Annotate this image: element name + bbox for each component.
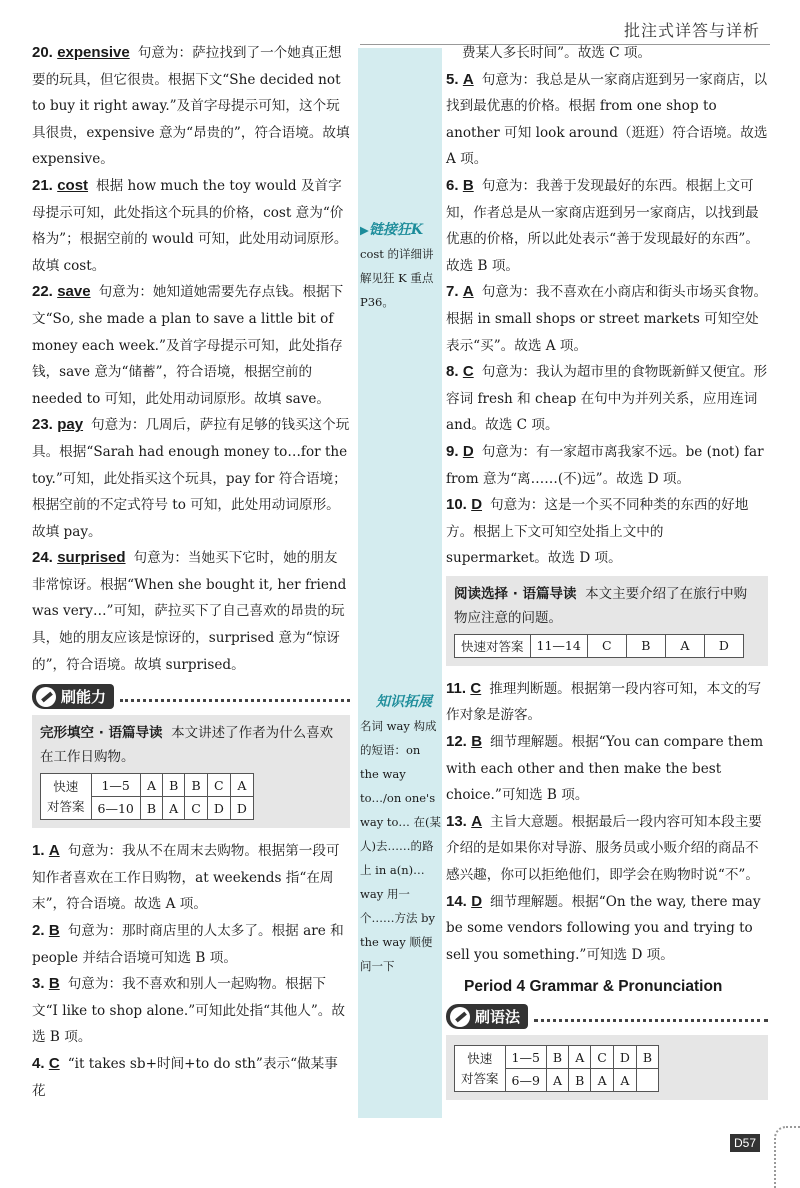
item-answer: expensive: [57, 44, 130, 61]
item-answer: pay: [57, 416, 84, 434]
item-explanation: 句意为：这是一个买不同种类的东西的好地方。根据上下文可知空处指上文中的 supermarket。故选 D 项。: [446, 497, 749, 567]
item-explanation: 句意为：我不喜欢和别人一起购物。根据下文“I like to shop alone.”可知此处指“其他人”。故选 B 项。: [32, 976, 345, 1046]
item-answer: A: [462, 283, 474, 301]
item-number: 14.: [446, 892, 467, 910]
answer-item: [32, 173, 350, 279]
answer-item: [446, 439, 768, 492]
left-column: [32, 40, 350, 1104]
answer-table-label: 快速 对答案: [41, 774, 92, 820]
item-answer: B: [471, 733, 483, 751]
item-explanation: 根据 how much the toy would 及首字母提示可知，此处指这个玩具的价格，cost 意为“价格为”；根据空前的 would 可知，此处用动词原形。故填 cost。: [32, 177, 348, 274]
passage-guide-box: 完形填空 · 语篇导读 本文讲述了作者为什么喜欢在工作日购物。 快速 对答案 1—5 A B B C A 6—10 B A C D D: [32, 715, 350, 828]
page-number: D57: [730, 1134, 760, 1152]
grammar-section-heading: [446, 1004, 768, 1029]
pen-icon: [450, 1007, 470, 1027]
answer-item: [446, 67, 768, 173]
item-answer: C: [462, 363, 474, 381]
item-number: 13.: [446, 812, 467, 830]
item-number: 8.: [446, 363, 459, 381]
item-number: 9.: [446, 442, 459, 460]
page-header: 批注式详答与详析: [623, 21, 760, 40]
grammar-badge: 刷语法: [446, 1004, 528, 1029]
item-explanation: 推理判断题。根据第一段内容可知，本文的写作对象是游客。: [446, 680, 762, 724]
item-number: 11.: [446, 679, 467, 697]
item-explanation: 句意为：我总是从一家商店逛到另一家商店，以找到最优惠的价格。根据 from one shop to another 可知 look around（逛逛）符合语境。故选 A 项。: [446, 71, 768, 168]
item-number: 23.: [32, 416, 53, 434]
item-explanation: 句意为：我从不在周末去购物。根据第一段可知作者喜欢在工作日购物，at weekends 指“在周末”，符合语境。故选 A 项。: [32, 843, 340, 913]
item-explanation: 句意为：我善于发现最好的东西。根据上文可知，作者总是从一家商店逛到另一家商店，以找到最优惠的价格，所以此处表示“善于发现最好的东西”。故选 B 项。: [446, 177, 759, 274]
item-answer: D: [471, 892, 483, 910]
item-explanation: 句意为：我不喜欢在小商店和街头市场买食物。根据 in small shops or street markets 可知空处表示“买”。故选 A 项。: [446, 284, 768, 354]
answer-item: [32, 1051, 350, 1104]
item-explanation: 句意为：我认为超市里的食物既新鲜又便宜。形容词 fresh 和 cheap 在句中为并列关系，应用连词 and。故选 C 项。: [446, 364, 768, 434]
dotted-rule: [534, 1011, 768, 1022]
answer-table: 快速 对答案 1—5 A B B C A 6—10 B A C D D: [40, 773, 254, 820]
item-number: 6.: [446, 176, 459, 194]
item-number: 20.: [32, 44, 53, 61]
item-answer: B: [48, 922, 60, 940]
answer-item: [446, 809, 768, 889]
item-answer: surprised: [57, 549, 126, 567]
section-badge: 刷能力: [32, 684, 114, 709]
item-explanation: 句意为：萨拉找到了一个她真正想要的玩具，但它很贵。根据下文“She decided not to buy it right away.”及首字母提示可知，这个玩具很贵，expensive 意为“昂贵的”，符合语境。故填 expensive。: [32, 45, 350, 168]
grammar-answer-table: 快速 对答案 1—5 B A C D B 6—9 A B A A: [454, 1045, 659, 1092]
answer-item: [32, 279, 350, 412]
item-number: 1.: [32, 842, 45, 860]
reading-answer-table: 快速对答案 11—14 C B A D: [454, 634, 744, 658]
item-answer: A: [462, 70, 474, 88]
answer-item: [446, 173, 768, 279]
item-number: 24.: [32, 549, 53, 567]
item-explanation: 句意为：当她买下它时，她的朋友非常惊讶。根据“When she bought it, her friend was very…”可知，萨拉买下了自己喜欢的昂贵的玩具，她的朋友应该是惊讶的，surprised 意为“惊讶的”，符合语境。故填 surprised。: [32, 550, 347, 673]
item-answer: B: [48, 975, 60, 993]
period-heading: Period 4 Grammar & Pronunciation: [464, 978, 723, 996]
item-number: 12.: [446, 733, 467, 751]
item-explanation: 细节理解题。根据“On the way, there may be some vendors following you and trying to sell you something.”可知选 D 项。: [446, 893, 761, 963]
margin-note-link: ▶链接狂K cost 的详细讲解见狂 K 重点 P36。: [360, 222, 434, 309]
answer-item: [32, 40, 350, 173]
right-column: 费某人多长时间”。故选 C 项。 5. A 句意为：我总是从一家商店逛到另一家商店，以找到最优惠的价格。根据 from one shop to another 可知 look around（逛逛）符合语境。故选 A 项。 6. B 句意为：我善于发现最好的东西。根据上文可知，作者总是从一家商店逛到另一家商店，以找到最优惠的价格，所以此处表示“善于发现最好的东西”。故选 B 项。 7. A 句意为：我不喜欢在小商店和街头市场买食物。根据 in small shops or street markets 可知空处表示“买”。故选 A 项。 8. C 句意为：我认为超市里的食物既新鲜又便宜。形容词 fresh 和 cheap 在句中为并列关系，应用连词 and。故选 C 项。 9. D 句意为：有一家超市离我家不远。be (not) far from 意为“离……(不)远”。故选 D 项。 10. D 句意为：这是一个买不同种类的东西的好地方。根据上下文可知空处指上文中的 supermarket。故选 D 项。 阅读选择 · 语篇导读 本文主要介绍了在旅行中购物应注意的问题。 快速对答案 11—14 C B A D 11. C 推理判断题。根据第一段内容可知，本文的写作对象是游客。 12. B 细节理解题。根据“You can compare them with each other and then make the best choice.”可知选 B 项。 13. A 主旨大意题。根据最后一段内容可知本段主要介绍的是如果你对导游、服务员或小贩介绍的商品不感兴趣，你可以拒绝他们，即学会在购物时说“不”。 14. D 细节理解题。根据“On the way, there may be some vendors following you and trying to sell you something.”可知选 D 项。 Period 4 Grammar & Pronunciation 刷语法 快速 对答案 1—5 B A C D B 6—9 A B A A: [446, 40, 768, 1110]
answer-item: [32, 412, 350, 545]
answer-item: [446, 492, 768, 572]
answer-item: [446, 359, 768, 439]
item-number: 22.: [32, 283, 53, 301]
item-answer: C: [470, 679, 482, 697]
item-number: 5.: [446, 70, 459, 88]
item-answer: A: [48, 842, 60, 860]
answer-item: [446, 729, 768, 809]
answer-item: [32, 545, 350, 678]
answer-item: [446, 279, 768, 359]
section-heading: [32, 684, 350, 709]
item-answer: B: [462, 176, 474, 194]
item-answer: A: [471, 812, 483, 830]
item-explanation: 句意为：她知道她需要先存点钱。根据下文“So, she made a plan to save a little bit of money each week.”及首字母提示可知，此处指存钱，save 意为“储蓄”，符合语境，根据空前的 needed to 可知，此处用动词原形。故填 save。: [32, 284, 344, 407]
item-number: 10.: [446, 496, 467, 514]
item-number: 7.: [446, 283, 459, 301]
item-answer: D: [462, 442, 474, 460]
item-answer: save: [57, 283, 91, 301]
answer-item: [446, 676, 768, 729]
item-number: 2.: [32, 922, 45, 940]
item-explanation: 句意为：几周后，萨拉有足够的钱买这个玩具。根据“Sarah had enough money to…for the toy.”可知，此处指买这个玩具，pay for 符合语境；根据空前的不定式符号 to 可知，此处用动词原形。故填 pay。: [32, 417, 350, 540]
answer-item: [32, 971, 350, 1051]
answer-item: [32, 918, 350, 971]
item-answer: cost: [57, 176, 89, 194]
page-corner-decoration: [774, 1126, 800, 1188]
item-answer: D: [471, 496, 483, 514]
item-number: 4.: [32, 1055, 45, 1072]
item-number: 21.: [32, 176, 53, 194]
reading-guide-box: 阅读选择 · 语篇导读 本文主要介绍了在旅行中购物应注意的问题。 快速对答案 11—14 C B A D: [446, 576, 768, 666]
item-explanation: 句意为：那时商店里的人太多了。根据 are 和 people 并结合语境可知选 B 项。: [32, 923, 344, 966]
answer-item: [32, 838, 350, 918]
pen-icon: [36, 687, 56, 707]
item-explanation: 主旨大意题。根据最后一段内容可知本段主要介绍的是如果你对导游、服务员或小贩介绍的商品不感兴趣，你可以拒绝他们，即学会在购物时说“不”。: [446, 813, 762, 884]
answer-item: [446, 889, 768, 969]
item-explanation: 句意为：有一家超市离我家不远。be (not) far from 意为“离……(不)远”。故选 D 项。: [446, 443, 764, 487]
grammar-answer-box: [446, 1035, 768, 1100]
item-number: 3.: [32, 975, 45, 993]
item-explanation: 细节理解题。根据“You can compare them with each other and then make the best choice.”可知选 B 项。: [446, 734, 764, 804]
item-answer: C: [48, 1055, 60, 1072]
margin-note-extension: 知识拓展 名词 way 构成的短语：on the way to…/on one's way to… 在(某人)去……的路上 in a(n)… way 用一个……方法 by the way 顺便问一下: [360, 694, 442, 973]
item-explanation: “it takes sb+时间+to do sth”表示“做某事花: [32, 1056, 338, 1099]
dotted-rule: [120, 691, 350, 702]
